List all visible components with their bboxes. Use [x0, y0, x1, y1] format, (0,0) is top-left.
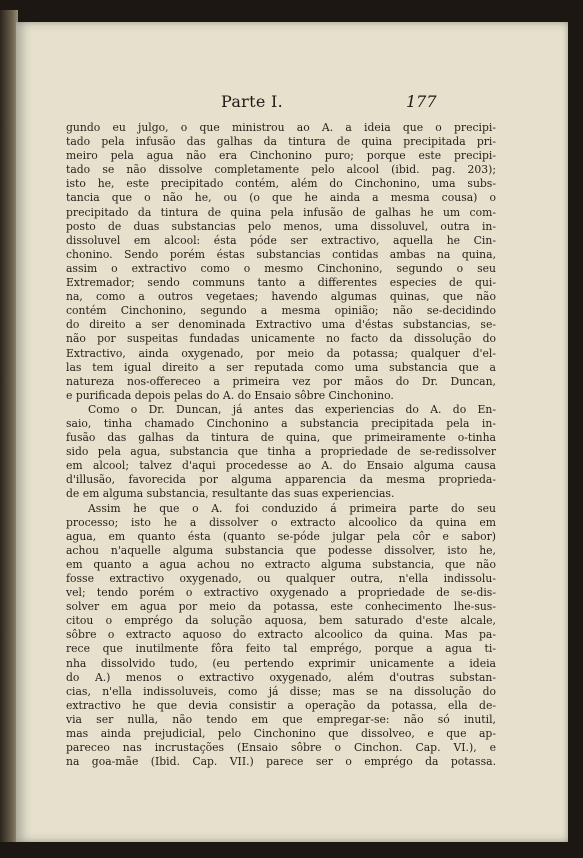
text-line: chonino. Sendo porém éstas substancias contidas ambas na quina,: [66, 247, 496, 261]
text-line: precipitado da tintura de quina pela infusão de galhas he um com-: [66, 205, 496, 219]
text-line: cias, n'ella indissoluveis, como já disse; mas se na dissolução do: [66, 684, 496, 698]
text-line: gundo eu julgo, o que ministrou ao A. a ideia que o precipi-: [66, 121, 496, 134]
text-line: via ser nulla, não tendo em que empregar-se: não só inutil,: [66, 712, 496, 726]
text-line: de em alguma substancia, resultante das suas experiencias.: [66, 487, 395, 501]
text-line: Assim he que o A. foi conduzido á primeira parte do seu: [88, 501, 496, 515]
text-line: e purificada depois pelas do A. do Ensaio sôbre Cinchonino.: [66, 388, 394, 402]
text-line: rece que inutilmente fôra feito tal emprégo, porque a agua ti-: [66, 642, 496, 656]
text-line: natureza nos-offereceo a primeira vez por mãos do Dr. Duncan,: [66, 374, 496, 388]
text-line: vel; tendo porém o extractivo oxygenado a propriedade de se-dis-: [66, 586, 496, 600]
text-line: Extractivo, ainda oxygenado, por meio da potassa; qualquer d'el-: [66, 346, 496, 360]
text-line: agua, em quanto ésta (quanto se-póde julgar pela côr e sabor): [66, 529, 496, 543]
text-line: não por suspeitas fundadas unicamente no facto da dissolução do: [66, 332, 496, 346]
book-page: [16, 22, 568, 842]
text-line: Extremador; sendo communs tanto a differentes especies de qui-: [66, 276, 496, 290]
text-line: do direito a ser denominada Extractivo uma d'éstas substancias, se-: [66, 318, 496, 332]
text-line: citou o emprégo da solução aquosa, bem saturado d'este alcale,: [66, 614, 496, 628]
text-line: sido pela agua, substancia que tinha a propriedade de se-redissolver: [66, 445, 496, 459]
text-line: do A.) menos o extractivo oxygenado, além d'outras substan-: [66, 670, 496, 684]
page-header: [16, 92, 568, 122]
text-line: assim o extractivo como o mesmo Cinchonino, segundo o seu: [66, 261, 496, 275]
text-line: solver em agua por meio da potassa, este conhecimento lhe-sus-: [66, 600, 496, 614]
text-line: fusão das galhas da tintura de quina, que primeiramente o-tinha: [66, 431, 496, 445]
running-title: Parte I.: [221, 92, 284, 111]
text-line: na goa-mãe (Ibid. Cap. VII.) parece ser o emprégo da potassa.: [66, 755, 496, 769]
page-number: 177: [406, 92, 437, 111]
text-line: isto he, este precipitado contém, além do Cinchonino, uma subs-: [66, 177, 496, 191]
text-line: mas ainda prejudicial, pelo Cinchonino que dissolveo, e que ap-: [66, 727, 496, 741]
text-line: saio, tinha chamado Cinchonino a substancia precipitada pela in-: [66, 416, 496, 430]
text-line: fosse extractivo oxygenado, ou qualquer outra, n'ella indissolu-: [66, 572, 496, 585]
text-line: tado pela infusão das galhas da tintura de quina precipitada pri-: [66, 135, 496, 149]
text-line: achou n'aquelle alguma substancia que podesse dissolver, isto he,: [66, 543, 496, 557]
text-line: tado se não dissolve completamente pelo alcool (ibid. pag. 203);: [66, 163, 496, 177]
text-line: Como o Dr. Duncan, já antes das experiencias do A. do En-: [88, 402, 496, 416]
text-line: em quanto a agua achou no extracto alguma substancia, que não: [66, 557, 496, 571]
text-line: contém Cinchonino, segundo a mesma opinião; não se-decidindo: [66, 304, 496, 318]
text-line: tancia que o não he, ou (o que he ainda a mesma cousa) o: [66, 191, 496, 205]
text-line: processo; isto he a dissolver o extracto alcoolico da quina em: [66, 515, 496, 529]
text-line: pareceo nas incrustações (Ensaio sôbre o Cinchon. Cap. VI.), e: [66, 741, 496, 755]
text-line: posto de duas substancias pelo menos, uma dissoluvel, outra in-: [66, 219, 496, 233]
text-line: d'illusão, favorecida por alguma apparencia da mesma proprieda-: [66, 473, 496, 487]
text-line: na, como a outros vegetaes; havendo algumas quinas, que não: [66, 290, 496, 304]
text-line: em alcool; talvez d'aqui procedesse ao A. do Ensaio alguma causa: [66, 459, 496, 473]
text-line: meiro pela agua não era Cinchonino puro; porque este precipi-: [66, 149, 496, 163]
text-line: las tem igual direito a ser reputada como uma substancia que a: [66, 360, 496, 374]
text-line: nha dissolvido tudo, (eu pertendo exprimir unicamente a ideia: [66, 656, 496, 670]
body-text: [66, 121, 496, 769]
text-line: sôbre o extracto aquoso do extracto alcoolico da quina. Mas pa-: [66, 628, 496, 642]
text-line: extractivo he que devia consistir a operação da potassa, ella de-: [66, 698, 496, 712]
text-line: dissoluvel em alcool: ésta póde ser extractivo, aquella he Cin-: [66, 233, 496, 247]
